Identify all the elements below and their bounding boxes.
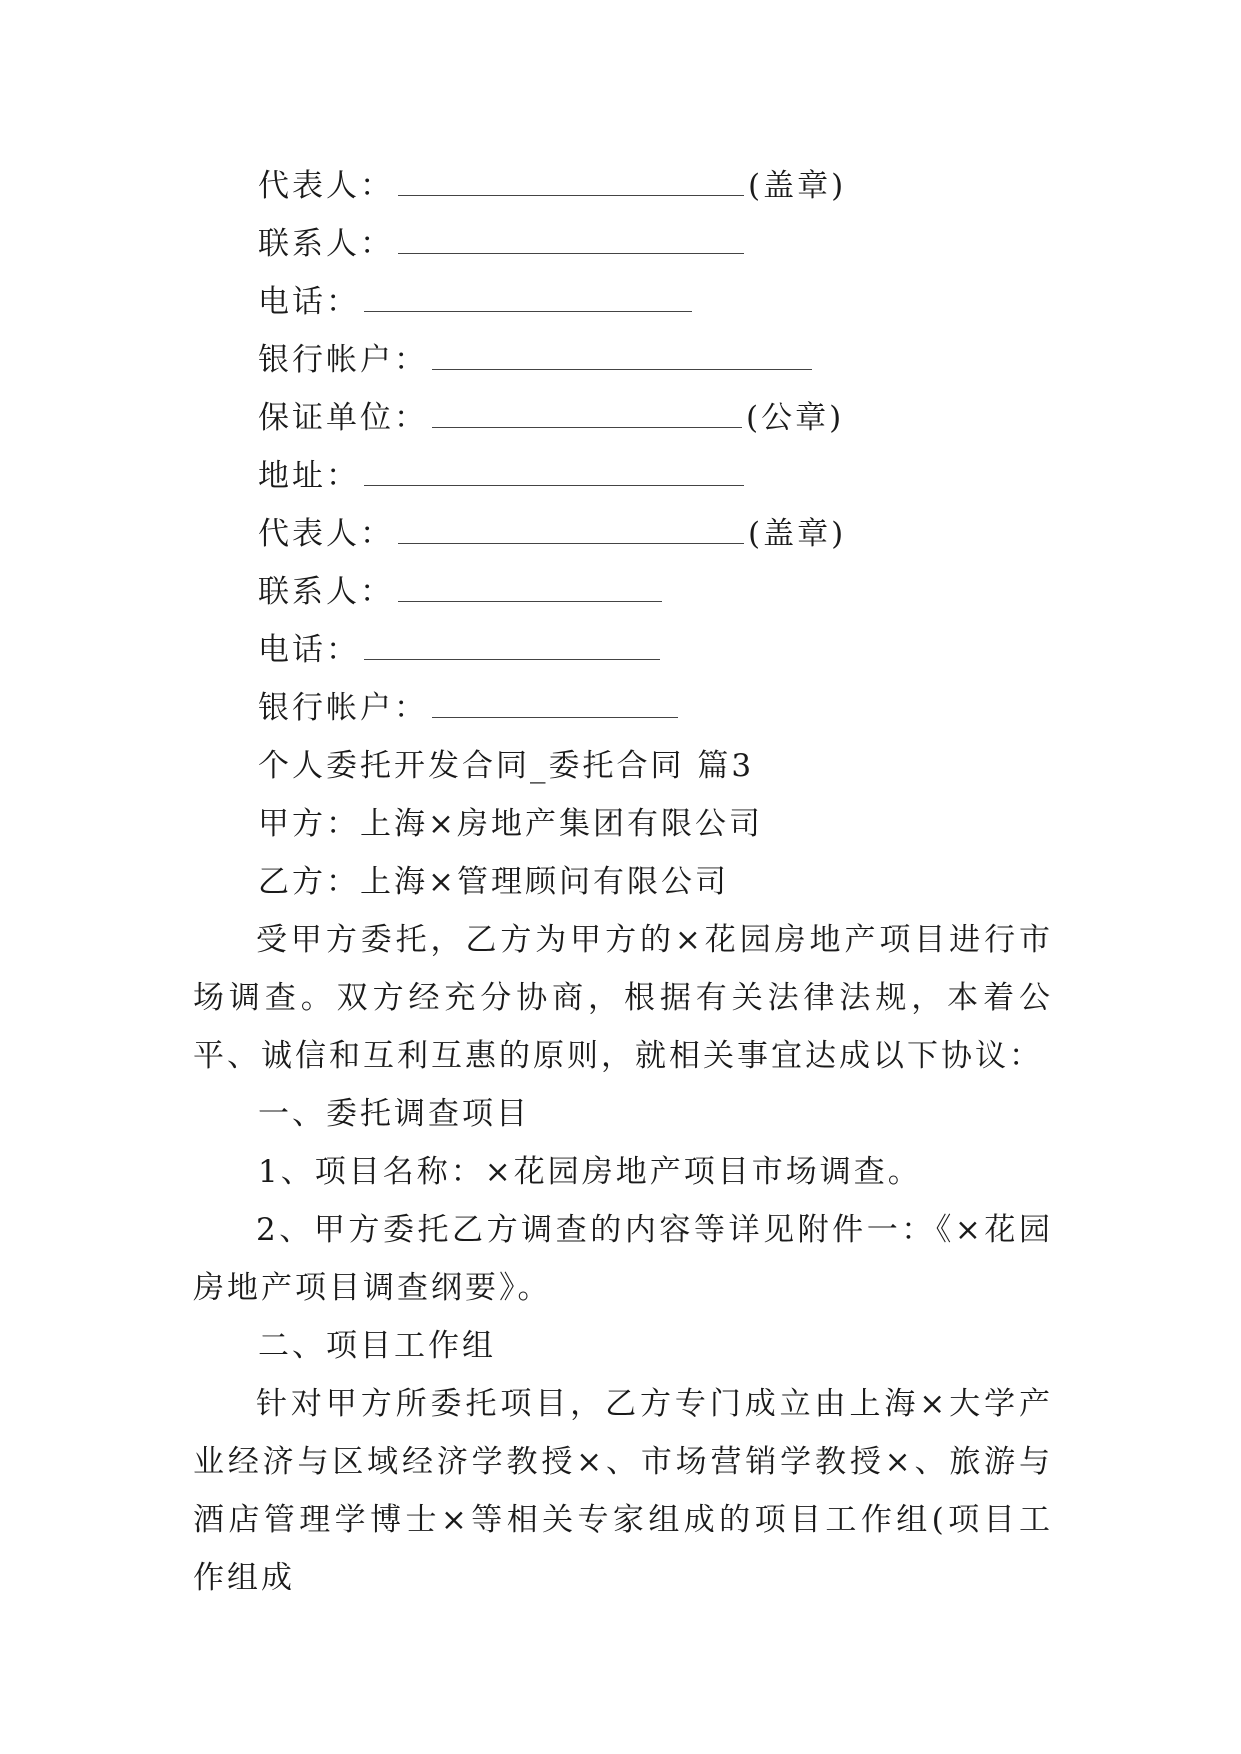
field-label: 联系人： <box>258 226 394 262</box>
address-field <box>258 456 748 496</box>
field-label: 电话： <box>258 632 360 668</box>
signature-blank <box>364 285 692 312</box>
field-label: 银行帐户： <box>258 690 428 726</box>
seal-note: (盖章) <box>748 516 847 552</box>
party-b: 乙方：上海×管理顾问有限公司 <box>258 864 729 900</box>
signature-blank <box>364 459 744 486</box>
signature-blank <box>398 517 744 544</box>
signature-blank <box>398 575 662 602</box>
list-item: 1、项目名称：×花园房地产项目市场调查。 <box>258 1154 922 1190</box>
signature-blank <box>398 169 744 196</box>
field-label: 代表人： <box>258 168 394 204</box>
seal-note: (盖章) <box>748 168 847 204</box>
list-item-paragraph: 2、甲方委托乙方调查的内容等详见附件一：《×花园房地产项目调查纲要》。 <box>193 1212 1053 1306</box>
article-heading: 个人委托开发合同_委托合同 篇3 <box>258 748 755 784</box>
phone-field <box>258 282 696 322</box>
field-label: 保证单位： <box>258 400 428 436</box>
section-title: 一、委托调查项目 <box>258 1096 530 1132</box>
representative-field <box>258 166 846 206</box>
field-label: 地址： <box>258 458 360 494</box>
contact-field <box>258 572 666 612</box>
field-label: 银行帐户： <box>258 342 428 378</box>
signature-blank <box>432 343 812 370</box>
signature-blank <box>364 633 660 660</box>
section-title: 二、项目工作组 <box>258 1328 496 1364</box>
body-paragraph: 针对甲方所委托项目，乙方专门成立由上海×大学产业经济与区域经济学教授×、市场营销学教授×、旅游与酒店管理学博士×等相关专家组成的项目工作组(项目工作组成 <box>193 1386 1053 1596</box>
signature-blank <box>398 227 744 254</box>
phone-field <box>258 630 664 670</box>
signature-blank <box>432 401 742 428</box>
seal-note: (公章) <box>746 400 845 436</box>
intro-paragraph: 受甲方委托，乙方为甲方的×花园房地产项目进行市场调查。双方经充分协商，根据有关法律法规，本着公平、诚信和互利互惠的原则，就相关事宜达成以下协议： <box>193 922 1053 1074</box>
party-a: 甲方：上海×房地产集团有限公司 <box>258 806 763 842</box>
signature-blank <box>432 691 678 718</box>
bank-account-field <box>258 340 816 380</box>
guarantor-field <box>258 398 844 438</box>
field-label: 联系人： <box>258 574 394 610</box>
representative-field <box>258 514 846 554</box>
field-label: 电话： <box>258 284 360 320</box>
field-label: 代表人： <box>258 516 394 552</box>
bank-account-field <box>258 688 682 728</box>
contact-field <box>258 224 748 264</box>
